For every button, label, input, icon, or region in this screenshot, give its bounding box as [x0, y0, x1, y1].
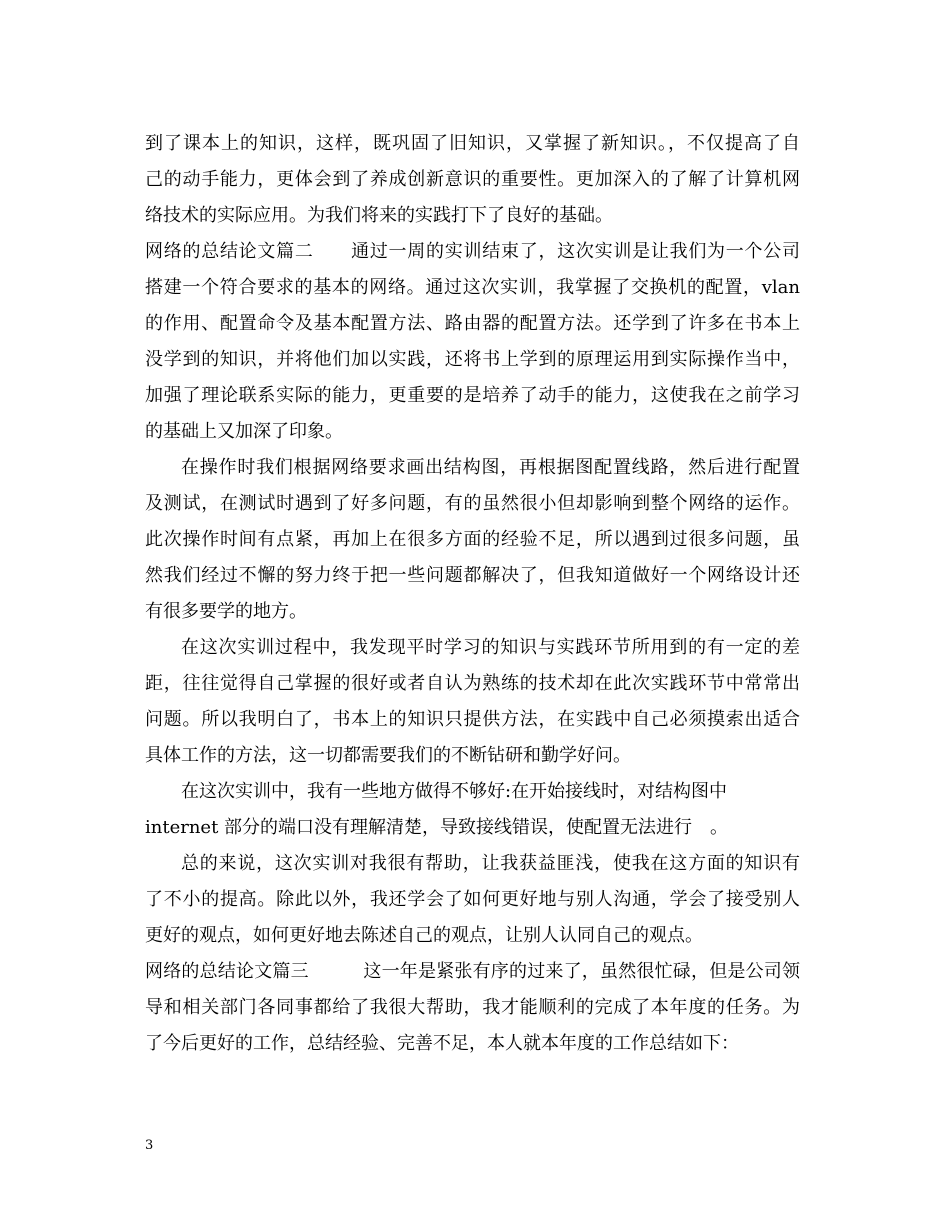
text-line: 然我们经过不懈的努力终于把一些问题都解决了，但我知道做好一个网络设计还	[145, 565, 800, 586]
text-line: 加强了理论联系实际的能力，更重要的是培养了动手的能力，这使我在之前学习	[145, 385, 800, 406]
text-line: 问题。所以我明白了，书本上的知识只提供方法，在实践中自己必须摸索出适合	[145, 709, 800, 730]
page-number: 3	[145, 1138, 154, 1153]
text-line: 了今后更好的工作，总结经验、完善不足，本人就本年度的工作总结如下：	[145, 1033, 739, 1054]
text-line: 的基础上又加深了印象。	[145, 421, 343, 442]
paragraph-first-line: 在这次实训中，我有一些地方做得不够好:在开始接线时，对结构图中	[181, 781, 728, 802]
text-line: 络技术的实际应用。为我们将来的实践打下了良好的基础。	[145, 205, 613, 226]
text-line: internet 部分的端口没有理解清楚，导致接线错误，使配置无法进行 。	[145, 817, 729, 838]
section-heading-line: 网络的总结论文篇二 通过一周的实训结束了，这次实训是让我们为一个公司	[145, 241, 800, 262]
text-line: 具体工作的方法，这一切都需要我们的不断钻研和勤学好问。	[145, 745, 631, 766]
text-line: 搭建一个符合要求的基本的网络。通过这次实训，我掌握了交换机的配置，vlan	[145, 277, 800, 298]
paragraph-first-line: 在操作时我们根据网络要求画出结构图，再根据图配置线路，然后进行配置	[181, 457, 800, 478]
paragraph-first-line: 在这次实训过程中，我发现平时学习的知识与实践环节所用到的有一定的差	[181, 637, 800, 658]
paragraph-first-line: 总的来说，这次实训对我很有帮助，让我获益匪浅，使我在这方面的知识有	[181, 853, 800, 874]
text-line: 的作用、配置命令及基本配置方法、路由器的配置方法。还学到了许多在书本上	[145, 313, 800, 334]
text-line: 没学到的知识，并将他们加以实践，还将书上学到的原理运用到实际操作当中，	[145, 349, 800, 370]
text-line: 导和相关部门各同事都给了我很大帮助，我才能顺利的完成了本年度的任务。为	[145, 997, 800, 1018]
section-heading-line: 网络的总结论文篇三 这一年是紧张有序的过来了，虽然很忙碌，但是公司领	[145, 961, 800, 982]
text-line: 更好的观点，如何更好地去陈述自己的观点，让别人认同自己的观点。	[145, 925, 703, 946]
text-line: 及测试，在测试时遇到了好多问题，有的虽然很小但却影响到整个网络的运作。	[145, 493, 800, 514]
text-line: 有很多要学的地方。	[145, 601, 307, 622]
text-line: 此次操作时间有点紧，再加上在很多方面的经验不足，所以遇到过很多问题，虽	[145, 529, 800, 550]
text-line: 了不小的提高。除此以外，我还学会了如何更好地与别人沟通，学会了接受别人	[145, 889, 800, 910]
text-line: 己的动手能力，更体会到了养成创新意识的重要性。更加深入的了解了计算机网	[145, 169, 800, 190]
text-line: 到了课本上的知识，这样，既巩固了旧知识，又掌握了新知识。，不仅提高了自	[145, 133, 800, 154]
text-line: 距，往往觉得自己掌握的很好或者自认为熟练的技术却在此次实践环节中常常出	[145, 673, 800, 694]
body-text	[145, 126, 800, 1062]
